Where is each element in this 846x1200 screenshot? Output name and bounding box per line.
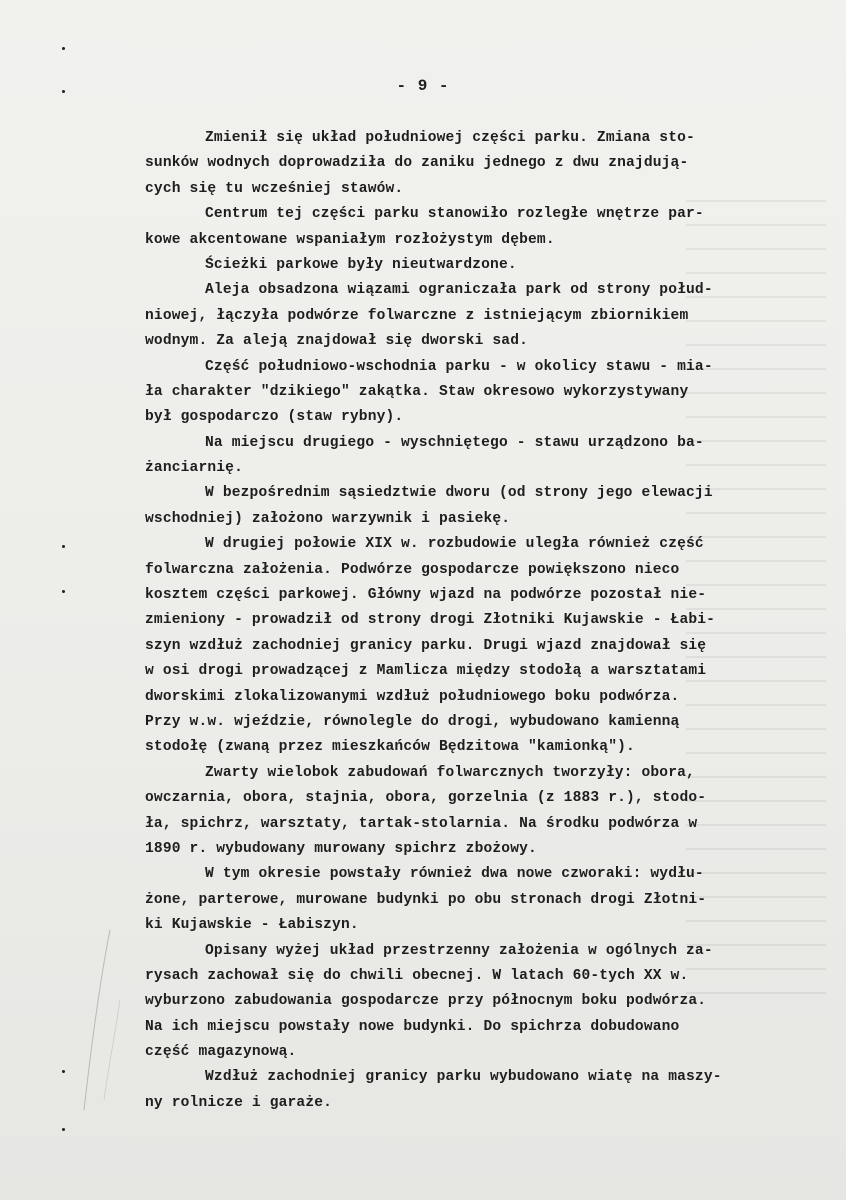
text-line: niowej, łączyła podwórze folwarczne z istniejącym zbiornikiem xyxy=(145,307,689,324)
text-line: wodnym. Za aleją znajdował się dworski sad. xyxy=(145,333,529,350)
text-line: wyburzono zabudowania gospodarcze przy północnym boku podwórza. xyxy=(145,993,707,1010)
text-line: Na ich miejscu powstały nowe budynki. Do spichrza dobudowano xyxy=(145,1018,680,1035)
text-line: Zmienił się układ południowej części parku. Zmiana sto- xyxy=(205,130,695,146)
text-line: Część południowo-wschodnia parku - w okolicy stawu - mia- xyxy=(205,358,713,375)
text-line: kosztem części parkowej. Główny wjazd na podwórze pozostał nie- xyxy=(145,587,707,604)
text-line: dworskimi zlokalizowanymi wzdłuż południowego boku podwórza. xyxy=(145,688,680,705)
text-line: żanciarnię. xyxy=(145,460,243,477)
text-line: Wzdłuż zachodniej granicy parku wybudowano wiatę na maszy- xyxy=(205,1069,722,1086)
margin-mark xyxy=(62,1128,65,1131)
text-line: wschodniej) założono warzywnik i pasiekę. xyxy=(145,510,511,527)
margin-mark xyxy=(62,47,65,50)
text-line: cych się tu wcześniej stawów. xyxy=(145,180,404,197)
text-line: żone, parterowe, murowane budynki po obu stronach drogi Złotni- xyxy=(145,891,707,908)
text-line: kowe akcentowane wspaniałym rozłożystym dębem. xyxy=(145,231,555,248)
document-body xyxy=(145,126,805,1116)
text-line: szyn wzdłuż zachodniej granicy parku. Drugi wjazd znajdował się xyxy=(145,637,707,654)
text-line: sunków wodnych doprowadziła do zaniku jednego z dwu znajdują- xyxy=(145,155,689,172)
margin-mark xyxy=(62,1070,65,1073)
text-line: ła charakter "dzikiego" zakątka. Staw okresowo wykorzystywany xyxy=(145,383,689,400)
text-line: Opisany wyżej układ przestrzenny założenia w ogólnych za- xyxy=(205,942,713,959)
text-line: ki Kujawskie - Łabiszyn. xyxy=(145,917,359,934)
text-line: część magazynową. xyxy=(145,1044,297,1061)
text-line: ny rolnicze i garaże. xyxy=(145,1094,333,1111)
margin-mark xyxy=(62,545,65,548)
text-line: ła, spichrz, warsztaty, tartak-stolarnia. Na środku podwórza w xyxy=(145,815,698,832)
text-line: owczarnia, obora, stajnia, obora, gorzelnia (z 1883 r.), stodo- xyxy=(145,790,707,807)
text-line: rysach zachował się do chwili obecnej. W latach 60-tych XX w. xyxy=(145,967,689,984)
text-line: zmieniony - prowadził od strony drogi Złotniki Kujawskie - Łabi- xyxy=(145,612,716,629)
text-line: Zwarty wielobok zabudowań folwarcznych tworzyły: obora, xyxy=(205,764,695,781)
text-line: W tym okresie powstały również dwa nowe czworaki: wydłu- xyxy=(205,866,704,883)
text-line: Centrum tej części parku stanowiło rozległe wnętrze par- xyxy=(205,206,704,223)
text-line: stodołę (zwaną przez mieszkańców Będzitowa "kamionką"). xyxy=(145,739,635,756)
text-line: był gospodarczo (staw rybny). xyxy=(145,409,404,426)
text-line: w osi drogi prowadzącej z Mamlicza między stodołą a warsztatami xyxy=(145,663,707,680)
margin-mark xyxy=(62,590,65,593)
page-number: - 9 - xyxy=(396,77,450,95)
text-line: Aleja obsadzona wiązami ograniczała park od strony połud- xyxy=(205,282,713,299)
text-line: folwarczna założenia. Podwórze gospodarcze powiększono nieco xyxy=(145,561,680,578)
text-line: Ścieżki parkowe były nieutwardzone. xyxy=(205,256,517,273)
text-line: W drugiej połowie XIX w. rozbudowie uległa również część xyxy=(205,536,704,553)
text-line: Przy w.w. wjeździe, równolegle do drogi, wybudowano kamienną xyxy=(145,713,680,730)
text-line: 1890 r. wybudowany murowany spichrz zbożowy. xyxy=(145,840,537,857)
text-line: Na miejscu drugiego - wyschniętego - stawu urządzono ba- xyxy=(205,434,704,451)
text-line: W bezpośrednim sąsiedztwie dworu (od strony jego elewacji xyxy=(205,485,713,502)
